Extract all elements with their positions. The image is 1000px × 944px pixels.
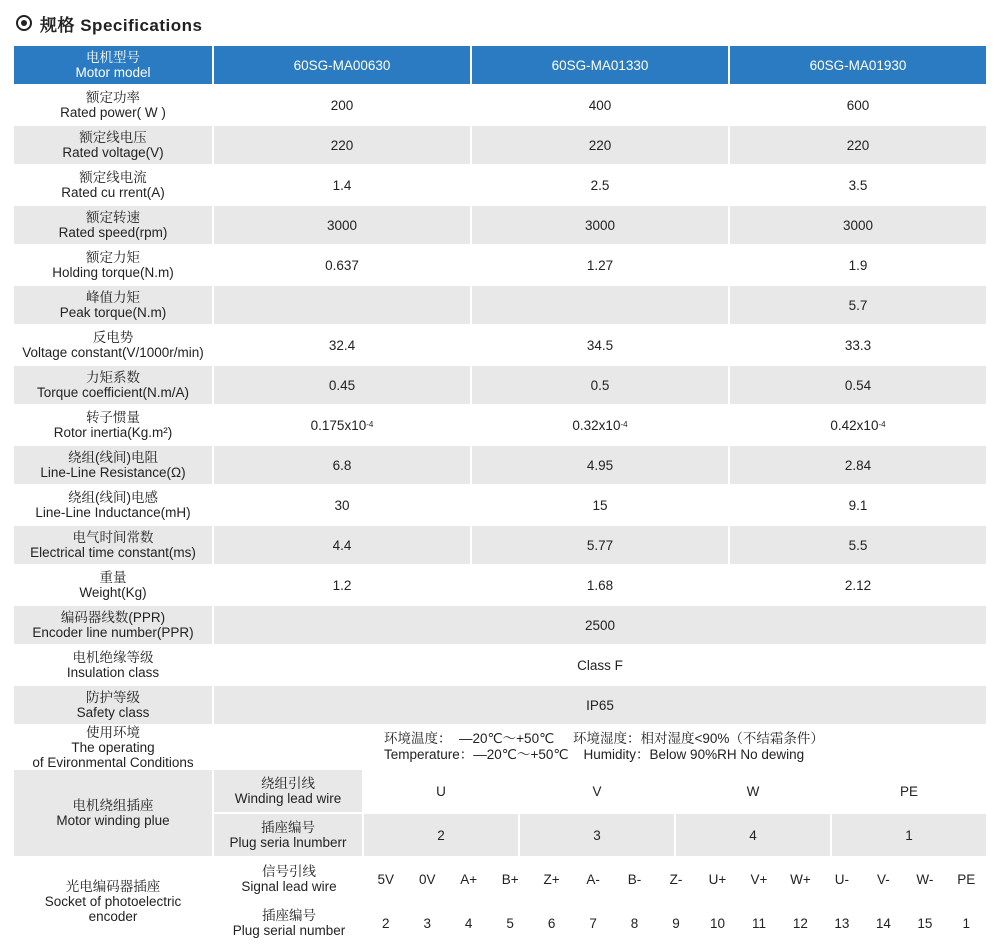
spec-value-text: 600: [846, 97, 870, 113]
spec-value: [214, 206, 470, 244]
merged-row: [14, 646, 986, 684]
signal-lead-cell: 5V: [366, 858, 405, 900]
merged-row: [14, 606, 986, 644]
winding-plug-cell: 2: [364, 814, 518, 856]
spec-row: [14, 326, 986, 364]
merged-label-cn: 电机绝缘等级: [72, 650, 154, 665]
header-label-en: Motor model: [75, 65, 151, 80]
signal-lead-row: [214, 858, 986, 900]
bullet-circle-icon: [16, 15, 32, 31]
spec-value: [730, 486, 986, 524]
spec-label: [14, 406, 212, 444]
spec-value: [472, 326, 728, 364]
signal-lead-cell: Z+: [532, 858, 571, 900]
spec-value-text: 9.1: [848, 497, 868, 513]
spec-label-cn: 绕组(线间)电感: [68, 490, 158, 505]
spec-label-en: Electrical time constant(ms): [30, 545, 196, 560]
spec-value: [214, 166, 470, 204]
spec-value: [472, 286, 728, 324]
spec-label-en: Voltage constant(V/1000r/min): [22, 345, 204, 360]
spec-row: [14, 286, 986, 324]
spec-label-en: Torque coefficient(N.m/A): [36, 385, 190, 400]
spec-value-text: 1.68: [586, 577, 614, 593]
spec-value-text: 1.9: [848, 257, 868, 273]
spec-value-text: 0.32x10: [572, 417, 621, 433]
spec-value-text: 2.84: [844, 457, 872, 473]
merged-label-cn: 防护等级: [86, 690, 140, 705]
signal-lead-cell: Z-: [656, 858, 695, 900]
spec-value-text: 15: [592, 497, 608, 513]
spec-row: [14, 206, 986, 244]
spec-value: [730, 286, 986, 324]
spec-value-text: 2.5: [590, 177, 610, 193]
spec-value: [472, 246, 728, 284]
spec-value-text: 0.175x10: [310, 417, 367, 433]
spec-row: [14, 406, 986, 444]
winding-block: [14, 770, 986, 856]
spec-label-cn: 额定力矩: [86, 250, 140, 265]
spec-value: [214, 286, 470, 324]
encoder-socket-label-en1: Socket of photoelectric: [44, 893, 182, 909]
section-title-text: 规格 Specifications: [40, 15, 203, 35]
spec-value-text: 6.8: [332, 457, 352, 473]
signal-plug-cell: 5: [490, 902, 529, 944]
spec-label: [14, 526, 212, 564]
spec-value: [214, 326, 470, 364]
spec-row: [14, 566, 986, 604]
merged-value: Class F: [214, 646, 986, 684]
header-label-cn: 电机型号: [86, 50, 140, 65]
spec-value-text: 1.2: [332, 577, 352, 593]
signal-lead-label-cn: 信号引线: [262, 864, 316, 879]
spec-value: [730, 126, 986, 164]
signal-plug-cell: 12: [781, 902, 820, 944]
spec-value: [214, 126, 470, 164]
spec-value: [472, 486, 728, 524]
spec-value: [214, 566, 470, 604]
winding-label-cn: 电机绕组插座: [72, 798, 154, 813]
section-title: [16, 10, 202, 36]
model-1: 60SG-MA00630: [214, 46, 470, 84]
spec-value-text: 3000: [326, 217, 358, 233]
spec-row: [14, 126, 986, 164]
spec-table: [14, 46, 986, 944]
signal-lead-cell: B-: [615, 858, 654, 900]
spec-row: [14, 526, 986, 564]
environment-line-cn: 环境温度： —20℃～+50℃ 环境湿度：相对湿度<90%（不结霜条件）: [384, 731, 824, 746]
spec-label: [14, 286, 212, 324]
spec-value: [730, 326, 986, 364]
spec-value-text: 0.45: [328, 377, 356, 393]
spec-row: [14, 446, 986, 484]
winding-plug-label: [214, 814, 362, 856]
spec-value: [730, 446, 986, 484]
spec-row: [14, 486, 986, 524]
signal-plug-cell: 6: [532, 902, 571, 944]
spec-label-cn: 电气时间常数: [72, 530, 154, 545]
signal-plug-label-cn: 插座编号: [262, 908, 316, 923]
merged-value: IP65: [214, 686, 986, 724]
environment-value: [214, 726, 986, 768]
spec-value-text: 32.4: [328, 337, 356, 353]
environment-label: [14, 726, 212, 768]
merged-row: [14, 686, 986, 724]
spec-value: [730, 566, 986, 604]
spec-value: [730, 526, 986, 564]
environment-label-cn: 使用环境: [86, 724, 140, 740]
spec-value: [730, 366, 986, 404]
spec-value: [472, 86, 728, 124]
signal-lead-label-en: Signal lead wire: [241, 879, 337, 894]
spec-value-text: 3000: [584, 217, 616, 233]
signal-lead-cell: PE: [947, 858, 986, 900]
environment-row: [14, 726, 986, 768]
spec-value-text: 34.5: [586, 337, 614, 353]
spec-value-text: 0.5: [590, 377, 610, 393]
spec-row: [14, 166, 986, 204]
spec-label-cn: 力矩系数: [86, 370, 140, 385]
signal-plug-cell: 8: [615, 902, 654, 944]
spec-label-cn: 反电势: [92, 330, 134, 345]
spec-value-text: 220: [330, 137, 354, 153]
spec-label: [14, 126, 212, 164]
encoder-socket-block: [14, 858, 986, 944]
spec-value: [472, 126, 728, 164]
winding-lead-label-cn: 绕组引线: [261, 776, 315, 791]
spec-label-en: Holding torque(N.m): [52, 265, 174, 280]
spec-value: [214, 246, 470, 284]
spec-row: [14, 366, 986, 404]
spec-label: [14, 486, 212, 524]
spec-label-en: Rotor inertia(Kg.m²): [53, 425, 173, 440]
signal-plug-cell: 1: [947, 902, 986, 944]
signal-lead-cell: V-: [864, 858, 903, 900]
spec-value-text: 4.95: [586, 457, 614, 473]
spec-value-text: 30: [334, 497, 350, 513]
encoder-socket-label: [14, 858, 212, 944]
signal-plug-label: [214, 902, 364, 944]
encoder-socket-label-en2: encoder: [88, 908, 138, 924]
merged-label: [14, 686, 212, 724]
signal-plug-cell: 7: [573, 902, 612, 944]
signal-lead-cell: U-: [822, 858, 861, 900]
spec-value: [472, 366, 728, 404]
signal-plug-label-en: Plug serial number: [232, 923, 346, 938]
spec-value: [214, 366, 470, 404]
spec-value-text: 0.637: [325, 257, 359, 273]
spec-value: [730, 246, 986, 284]
signal-lead-label: [214, 858, 364, 900]
winding-plug-cell: 1: [832, 814, 986, 856]
spec-value-text: 0.54: [844, 377, 872, 393]
winding-plug-label-cn: 插座编号: [261, 820, 315, 835]
winding-plug-cell: 4: [676, 814, 830, 856]
signal-plug-cell: 14: [864, 902, 903, 944]
spec-label-en: Rated power( W ): [60, 105, 166, 120]
spec-label-cn: 转子惯量: [86, 410, 140, 425]
signal-plug-cell: 4: [449, 902, 488, 944]
spec-value: [730, 86, 986, 124]
merged-label-en: Safety class: [76, 705, 150, 720]
merged-label-en: Insulation class: [66, 665, 160, 680]
signal-plug-cell: 13: [822, 902, 861, 944]
winding-lead-cell: PE: [832, 770, 986, 812]
signal-plug-cell: 11: [739, 902, 778, 944]
winding-lead-row: [214, 770, 986, 812]
spec-value-text: 220: [846, 137, 870, 153]
spec-value: 0.32x10 -4: [472, 406, 728, 444]
spec-label: [14, 566, 212, 604]
spec-label-en: Rated speed(rpm): [58, 225, 168, 240]
signal-plug-cell: 9: [656, 902, 695, 944]
spec-label-cn: 额定线电压: [79, 130, 147, 145]
signal-lead-cell: B+: [490, 858, 529, 900]
spec-value-text: 3.5: [848, 177, 868, 193]
signal-lead-cell: 0V: [407, 858, 446, 900]
spec-value-text: 200: [330, 97, 354, 113]
spec-value: [214, 486, 470, 524]
signal-plug-cell: 3: [407, 902, 446, 944]
spec-label-cn: 绕组(线间)电阻: [68, 450, 158, 465]
winding-lead-cell: W: [676, 770, 830, 812]
environment-label-en1: The operating: [71, 739, 155, 755]
signal-plug-row: [214, 902, 986, 944]
signal-lead-cell: A+: [449, 858, 488, 900]
spec-row: [14, 86, 986, 124]
spec-value-text: 4.4: [332, 537, 352, 553]
spec-value: [214, 86, 470, 124]
signal-plug-cell: 2: [366, 902, 405, 944]
encoder-socket-label-cn: 光电编码器插座: [65, 878, 161, 894]
environment-label-en2: of Evironmental Conditions: [32, 754, 194, 770]
signal-lead-cell: V+: [739, 858, 778, 900]
spec-value-text: 1.4: [332, 177, 352, 193]
signal-plug-cell: 15: [905, 902, 944, 944]
spec-value: 0.175x10 -4: [214, 406, 470, 444]
model-3: 60SG-MA01930: [730, 46, 986, 84]
spec-value-text: 3000: [842, 217, 874, 233]
winding-lead-cell: U: [364, 770, 518, 812]
spec-value-text: 33.3: [844, 337, 872, 353]
spec-value: [730, 166, 986, 204]
spec-value-text: 5.77: [586, 537, 614, 553]
winding-plug-label-en: Plug seria lnumberr: [229, 835, 347, 850]
spec-value: [472, 206, 728, 244]
spec-label-cn: 额定线电流: [79, 170, 147, 185]
spec-label-en: Weight(Kg): [79, 585, 147, 600]
winding-plug-cell: 3: [520, 814, 674, 856]
merged-label-en: Encoder line number(PPR): [32, 625, 194, 640]
winding-label: [14, 770, 212, 856]
winding-label-en: Motor winding plue: [56, 813, 170, 828]
spec-label-cn: 峰值力矩: [86, 290, 140, 305]
spec-label-en: Line-Line Inductance(mH): [35, 505, 191, 520]
winding-lead-label: [214, 770, 362, 812]
merged-value: 2500: [214, 606, 986, 644]
spec-value: [472, 166, 728, 204]
spec-value-text: 400: [588, 97, 612, 113]
spec-value: [214, 446, 470, 484]
spec-value-text: 5.5: [848, 537, 868, 553]
merged-label: [14, 606, 212, 644]
merged-label: [14, 646, 212, 684]
winding-plug-row: [214, 814, 986, 856]
spec-label: [14, 206, 212, 244]
spec-label-cn: 重量: [99, 570, 127, 585]
spec-value: [472, 526, 728, 564]
spec-label: [14, 166, 212, 204]
signal-lead-cell: W-: [905, 858, 944, 900]
spec-value-text: 0.42x10: [830, 417, 879, 433]
header-row: [14, 46, 986, 84]
spec-value: [214, 526, 470, 564]
spec-label-cn: 额定功率: [86, 90, 140, 105]
spec-value: 0.42x10 -4: [730, 406, 986, 444]
spec-label-en: Line-Line Resistance(Ω): [40, 465, 186, 480]
spec-label: [14, 246, 212, 284]
signal-lead-cell: W+: [781, 858, 820, 900]
signal-lead-cell: U+: [698, 858, 737, 900]
header-label: [14, 46, 212, 84]
spec-label-cn: 额定转速: [86, 210, 140, 225]
winding-lead-cell: V: [520, 770, 674, 812]
spec-label: [14, 86, 212, 124]
spec-value-text: 1.27: [586, 257, 614, 273]
merged-label-cn: 编码器线数(PPR): [60, 610, 166, 625]
winding-lead-label-en: Winding lead wire: [234, 791, 342, 806]
spec-label-en: Rated cu rrent(A): [61, 185, 165, 200]
environment-line-en: Temperature：—20℃～+50℃ Humidity：Below 90%RH No dewing: [384, 747, 805, 762]
spec-value: [472, 566, 728, 604]
signal-lead-cell: A-: [573, 858, 612, 900]
spec-label: [14, 366, 212, 404]
spec-label-en: Rated voltage(V): [62, 145, 164, 160]
spec-label: [14, 326, 212, 364]
spec-value-text: 220: [588, 137, 612, 153]
spec-value-text: 5.7: [848, 297, 868, 313]
spec-value: [472, 446, 728, 484]
spec-label-en: Peak torque(N.m): [59, 305, 167, 320]
signal-plug-cell: 10: [698, 902, 737, 944]
spec-value: [730, 206, 986, 244]
spec-label: [14, 446, 212, 484]
spec-value-text: 2.12: [844, 577, 872, 593]
model-2: 60SG-MA01330: [472, 46, 728, 84]
spec-row: [14, 246, 986, 284]
